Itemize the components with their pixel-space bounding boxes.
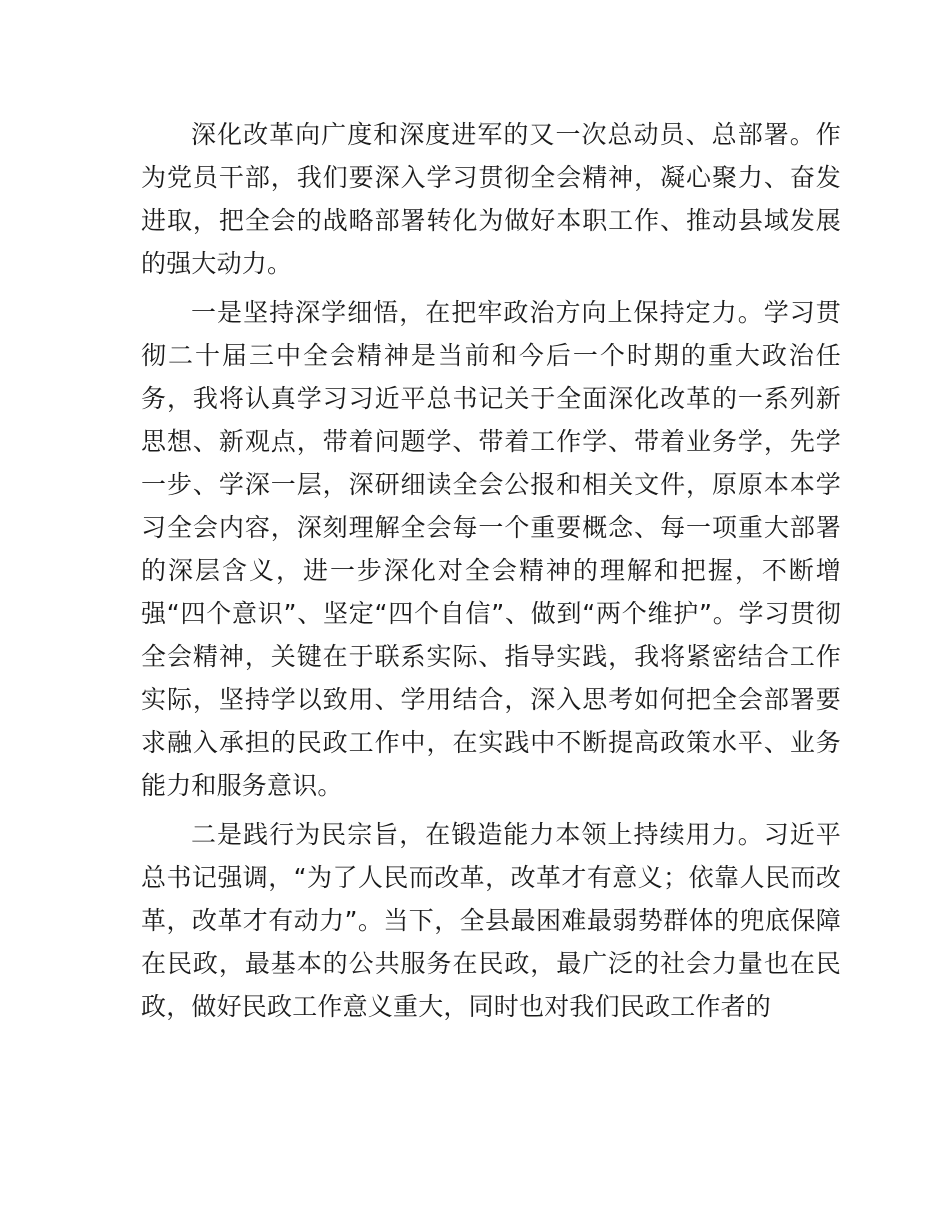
paragraph-point-one: 一是坚持深学细悟，在把牢政治方向上保持定力。学习贯彻二十届三中全会精神是当前和今后一个时期的重大政治任务，我将认真学习习近平总书记关于全面深化改革的一系列新思想、新观点，带着问题学、带着工作学、带着业务学，先学一步、学深一层，深研细读全会公报和相关文件，原原本本学习全会内容，深刻理解全会每一个重要概念、每一项重大部署的深层含义，进一步深化对全会精神的理解和把握，不断增强“四个意识”、坚定“四个自信”、做到“两个维护”。学习贯彻全会精神，关键在于联系实际、指导实践，我将紧密结合工作实际，坚持学以致用、学用结合，深入思考如何把全会部署要求融入承担的民政工作中，在实践中不断提高政策水平、业务能力和服务意识。 (141, 298, 841, 800)
paragraph-intro: 深化改革向广度和深度进军的又一次总动员、总部署。作为党员干部，我们要深入学习贯彻全会精神，凝心聚力、奋发进取，把全会的战略部署转化为做好本职工作、推动县域发展的强大动力。 (141, 120, 841, 278)
document-body (141, 113, 841, 1034)
paragraph-point-two: 二是践行为民宗旨，在锻造能力本领上持续用力。习近平总书记强调，“为了人民而改革，改革才有意义；依靠人民而改革，改革才有动力”。当下，全县最困难最弱势群体的兜底保障在民政，最基本的公共服务在民政，最广泛的社会力量也在民政，做好民政工作意义重大，同时也对我们民政工作者的 (141, 820, 841, 1021)
